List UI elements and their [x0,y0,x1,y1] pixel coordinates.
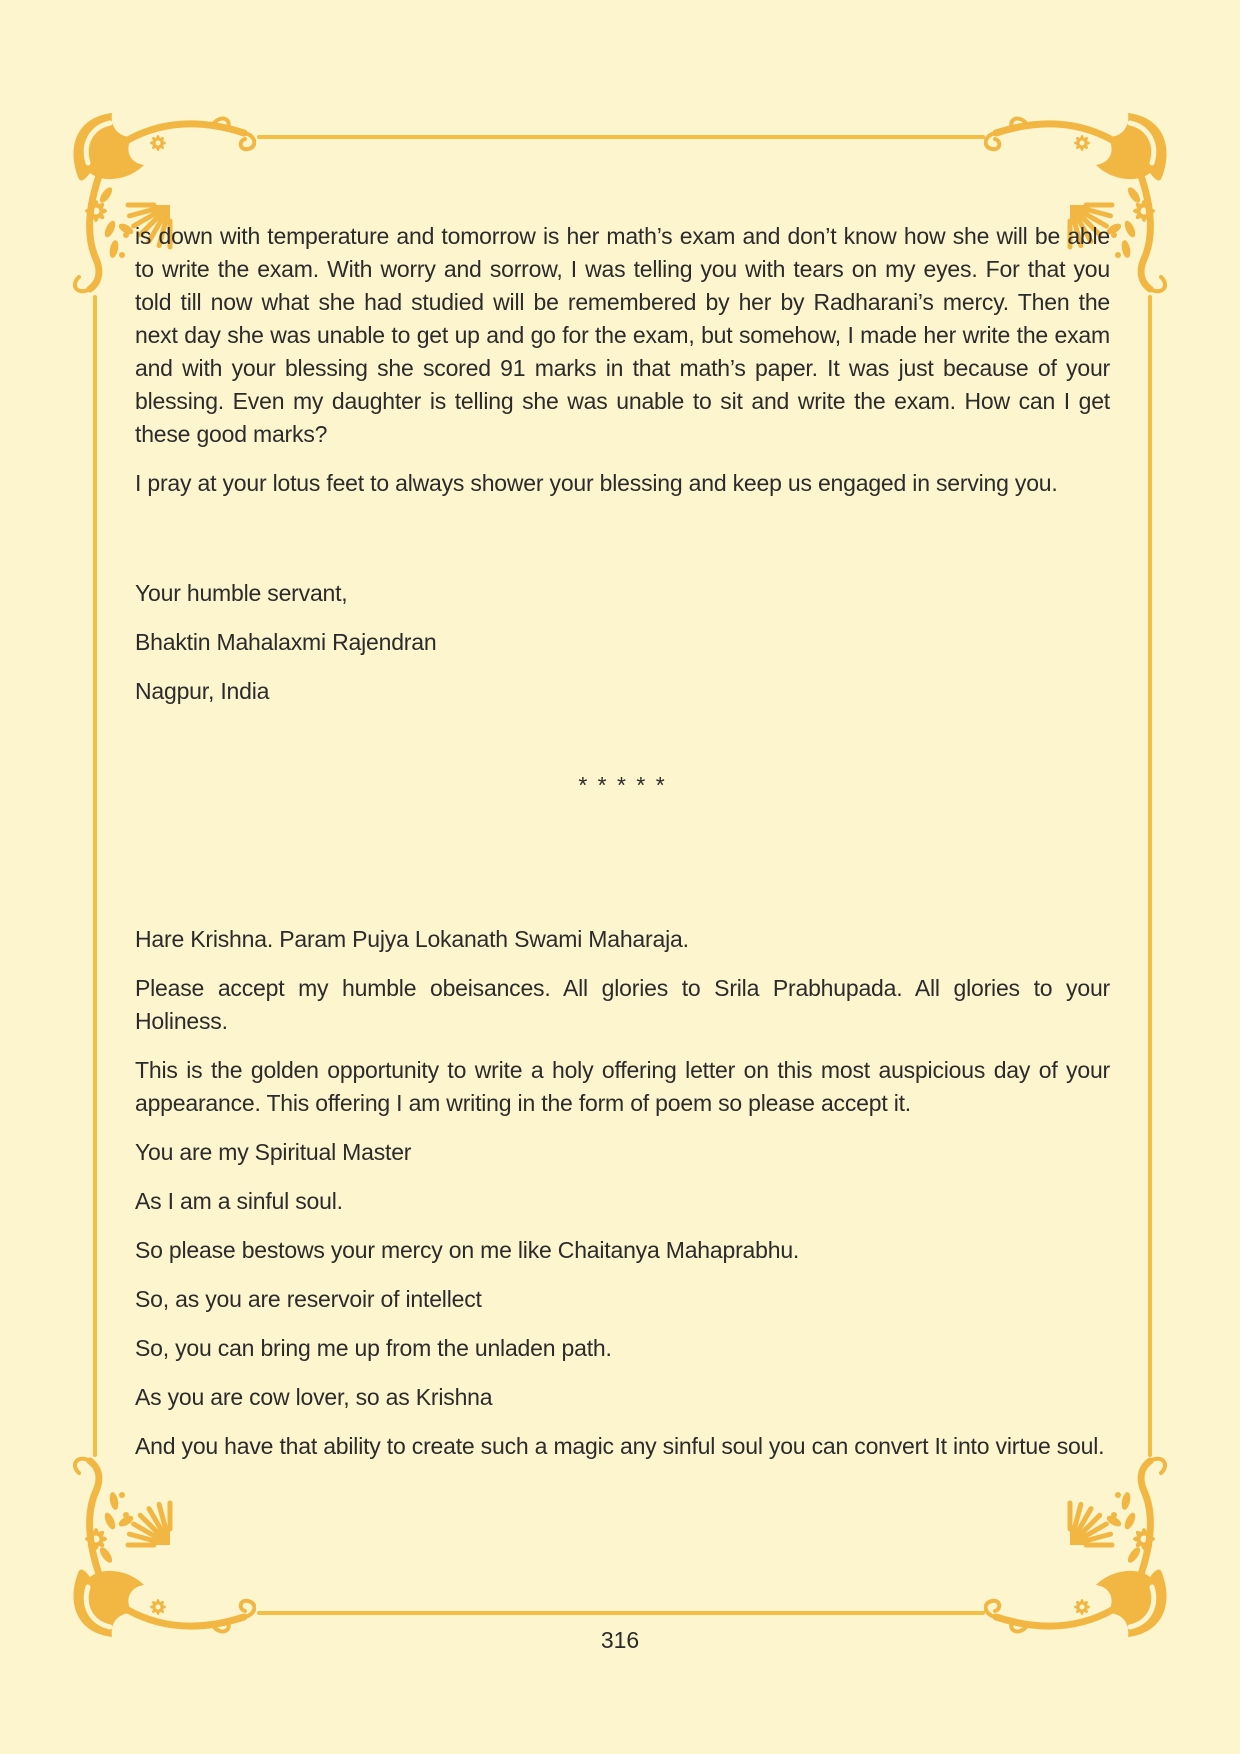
border-rule-top [257,135,985,139]
letter2-paragraph: Please accept my humble obeisances. All glories to Srila Prabhupada. All glories to your Holiness. [135,975,1110,1034]
letter1-paragraph: is down with temperature and tomorrow is her math’s exam and don’t know how she will be able to write the exam. With worry and sorrow, I was telling you with tears on my eyes. For that you told till now what she had studied will be remembered by her by Radharani’s mercy. Then the next day she was unable to get up and go for the exam, but somehow, I made her write the exam and with your blessing she scored 91 marks in that math’s paper. It was just because of your blessing. Even my daughter is telling she was unable to sit and write the exam. How can I get these good marks? [135,223,1110,447]
border-rule-left [93,295,97,1457]
signature-place: Nagpur, India [135,678,270,704]
page-number: 316 [600,1627,640,1653]
border-rule-right [1148,295,1152,1457]
poem-line: As I am a sinful soul. [135,1188,343,1214]
poem-line: As you are cow lover, so as Krishna [135,1384,493,1410]
poem-line: So, as you are reservoir of intellect [135,1286,482,1312]
letter2-salutation: Hare Krishna. Param Pujya Lokanath Swami Maharaja. [135,926,689,952]
letter2-paragraph: This is the golden opportunity to write a holy offering letter on this most auspicious day of your appearance. This offering I am writing in the form of poem so please accept it. [135,1057,1110,1116]
signature-closing: Your humble servant, [135,580,348,606]
border-rule-bottom [257,1611,985,1615]
poem-line: And you have that ability to create such a magic any sinful soul you can convert It into virtue soul. [135,1433,1105,1459]
corner-flourish-bottom-left-icon [66,1453,256,1643]
page-text-content [135,220,1110,1479]
poem-line: So, you can bring me up from the unladen path. [135,1335,612,1361]
poem-line: So please bestows your mercy on me like Chaitanya Mahaprabhu. [135,1237,800,1263]
corner-flourish-bottom-right-icon [984,1453,1174,1643]
poem-line: You are my Spiritual Master [135,1139,412,1165]
section-separator: * * * * * [578,772,667,798]
letter1-paragraph: I pray at your lotus feet to always shower your blessing and keep us engaged in serving you. [135,470,1058,496]
signature-name: Bhaktin Mahalaxmi Rajendran [135,629,437,655]
